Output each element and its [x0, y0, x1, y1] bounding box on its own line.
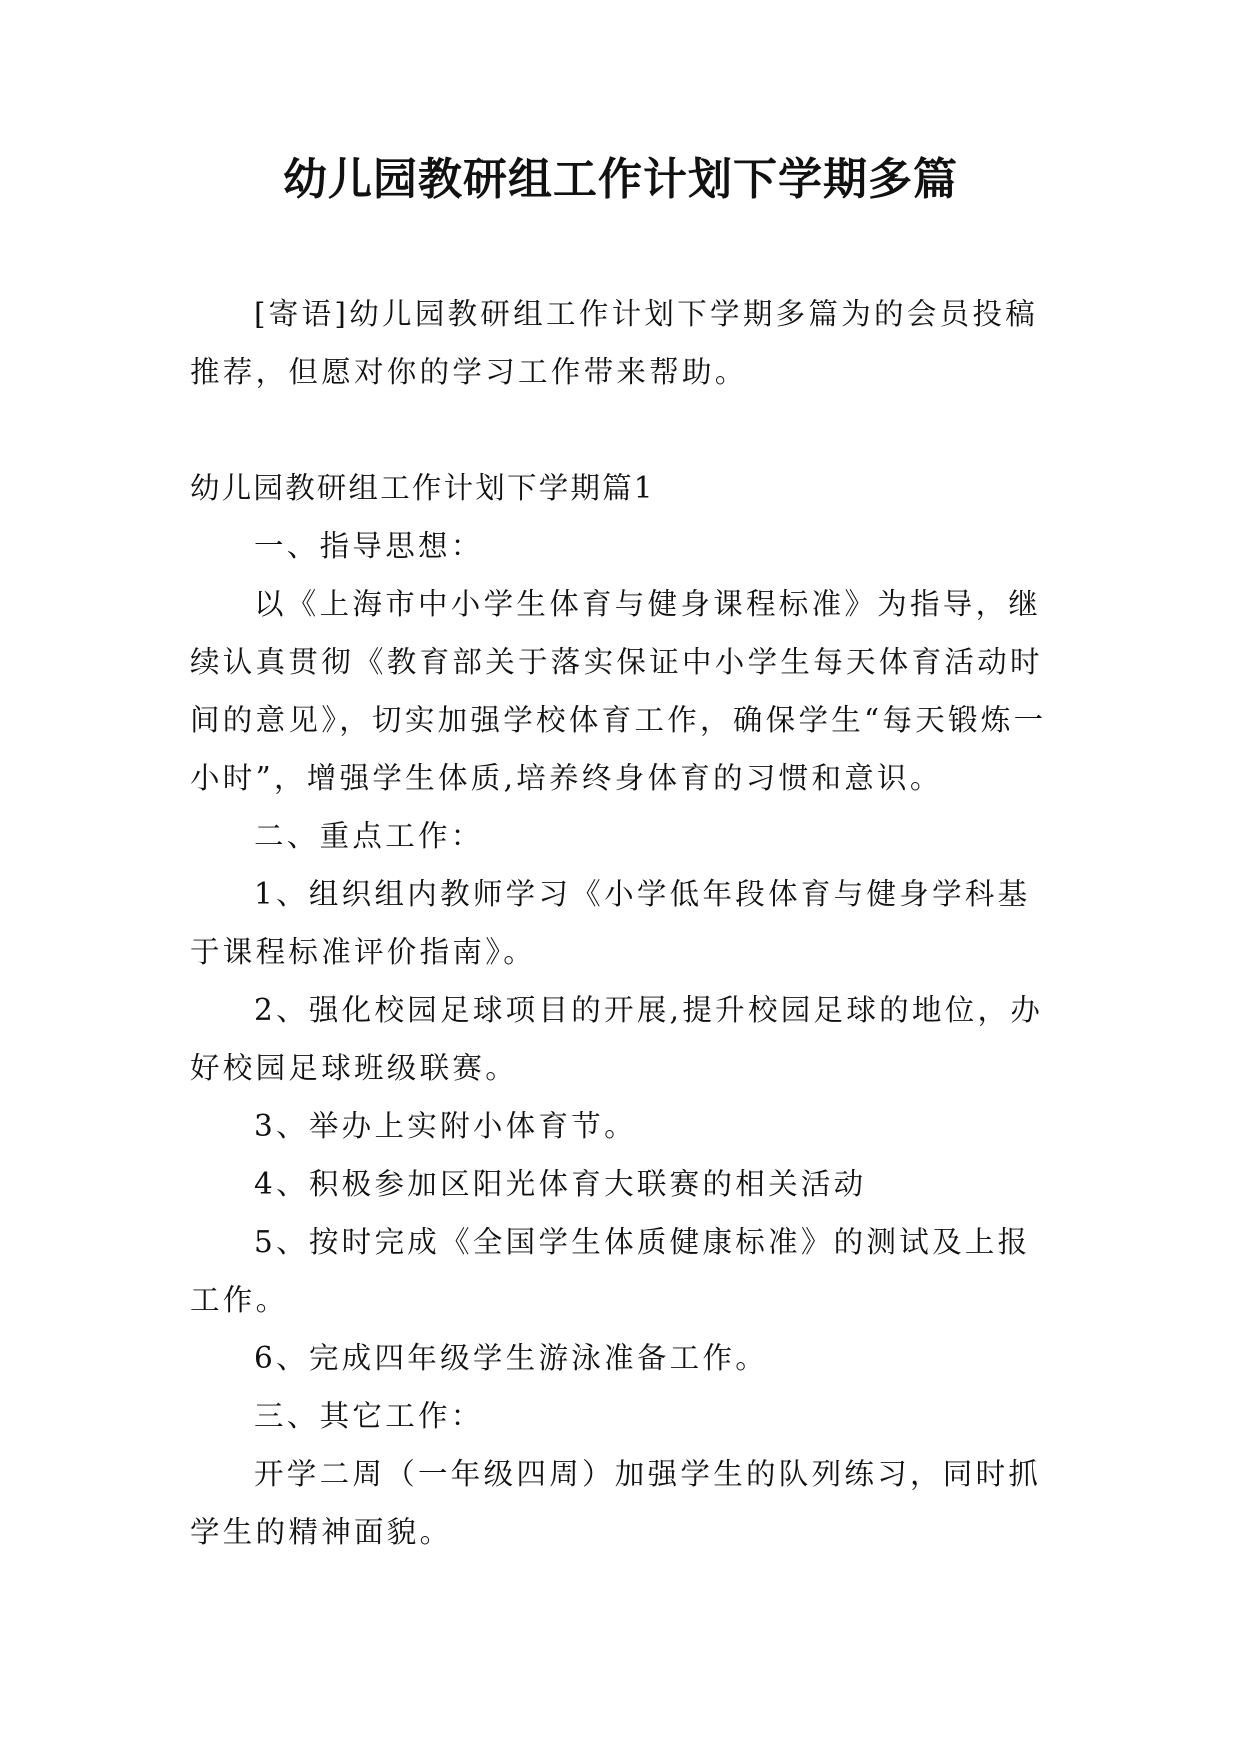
- intro-paragraph: [寄语]幼儿园教研组工作计划下学期多篇为的会员投稿推荐，但愿对你的学习工作带来帮助。: [190, 297, 1039, 389]
- heading-key-work: 二、重点工作：: [254, 819, 484, 853]
- document-title: 幼儿园教研组工作计划下学期多篇: [283, 154, 958, 205]
- document-body: [190, 285, 1052, 1561]
- heading-guiding-thought: 一、指导思想：: [254, 529, 484, 563]
- list-item: 4、积极参加区阳光体育大联赛的相关活动: [254, 1167, 867, 1201]
- list-item: 5、按时完成《全国学生体质健康标准》的测试及上报工作。: [190, 1225, 1031, 1317]
- list-item: 1、组织组内教师学习《小学低年段体育与健身学科基于课程标准评价指南》。: [190, 877, 1031, 969]
- heading-other-work: 三、其它工作：: [254, 1399, 484, 1433]
- list-item: 3、举办上实附小体育节。: [254, 1109, 637, 1143]
- paragraph-other-work: 开学二周（一年级四周）加强学生的队列练习，同时抓学生的精神面貌。: [190, 1457, 1042, 1549]
- list-item: 2、强化校园足球项目的开展,提升校园足球的地位，办好校园足球班级联赛。: [190, 993, 1044, 1085]
- section-title: 幼儿园教研组工作计划下学期篇1: [190, 471, 655, 505]
- paragraph-guiding-thought: 以《上海市中小学生体育与健身课程标准》为指导，继续认真贯彻《教育部关于落实保证中小学生每天体育活动时间的意见》，切实加强学校体育工作，确保学生“每天锻炼一小时”，增强学生体质,培养终身体育的习惯和意识。: [190, 587, 1047, 795]
- list-item: 6、完成四年级学生游泳准备工作。: [254, 1341, 769, 1375]
